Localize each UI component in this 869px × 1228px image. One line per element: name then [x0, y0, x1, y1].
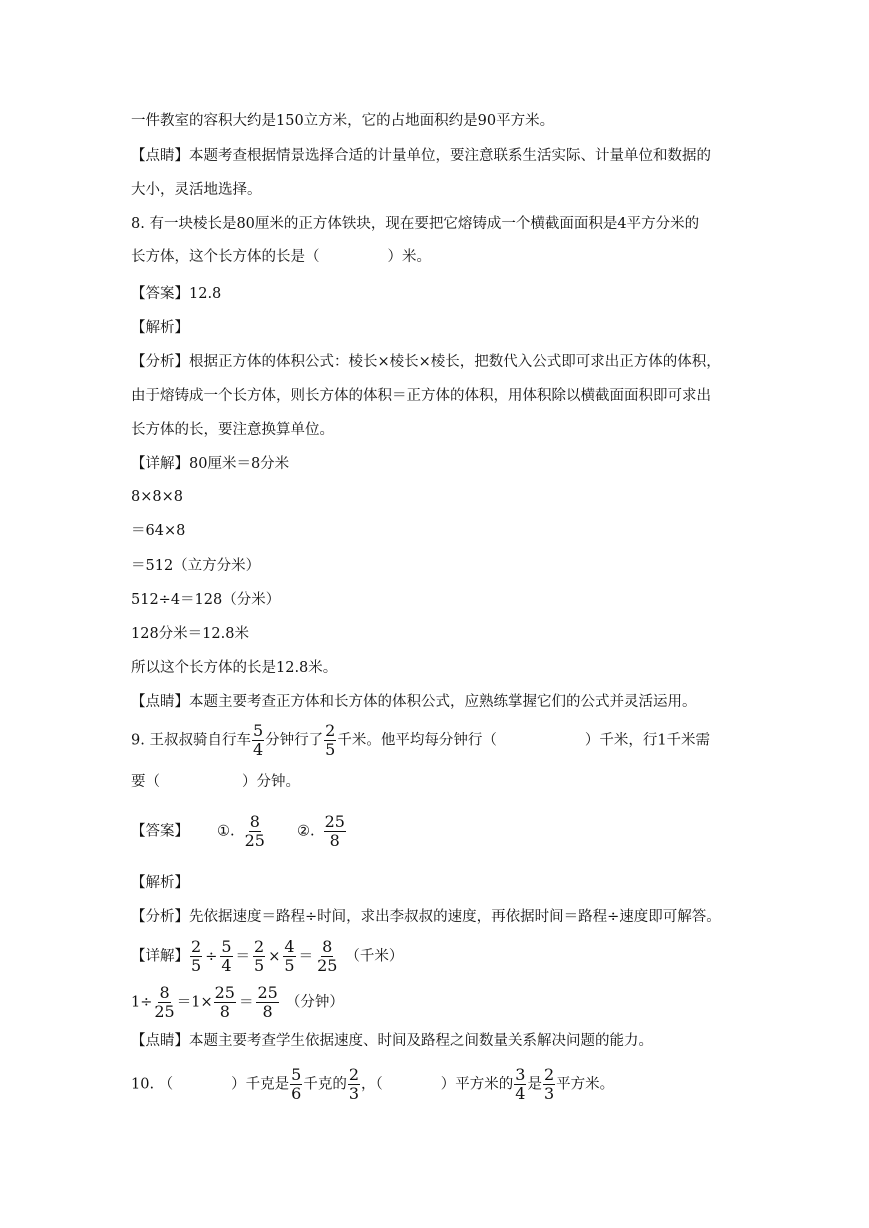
question-8-line-2 — [131, 248, 431, 266]
fraction-25-8: $\frac{25}{8}$ — [257, 983, 278, 1021]
analysis-heading-9: 【解析】 — [131, 875, 189, 891]
calc-conclusion: 所以这个长方体的长是12.8米。 — [131, 660, 338, 676]
analysis-line-2: 由于熔铸成一个长方体，则长方体的体积＝正方体的体积，用体积除以横截面面积即可求出 — [131, 388, 711, 404]
fraction-2-5: $\frac{2}{5}$ — [325, 721, 336, 759]
text-line-volume-example: 一件教室的容积大约是150立方米，它的占地面积约是90平方米。 — [131, 113, 555, 129]
answer-9 — [131, 814, 347, 849]
detail-heading-8: 【详解】80厘米＝8分米 — [131, 456, 290, 472]
fraction-2-3: $\frac{2}{3}$ — [543, 1065, 555, 1103]
answer-marker-1: ①. — [217, 823, 235, 840]
detail-heading-9: 【详解】 — [131, 948, 189, 965]
detail-9-line-1: 【详解】 $\frac{2}{5}$ ÷ $\frac{5}{4}$ ＝ $\frac{2}{5}$ × $\frac{4}{5}$ ＝ $\frac{8}{25}$ （千米） — [131, 937, 404, 975]
answer-8: 【答案】12.8 — [131, 286, 222, 302]
question-8-line-1: 8. 有一块棱长是80厘米的正方体铁块，现在要把它熔铸成一个横截面面积是4平方分米的 — [131, 216, 700, 232]
fraction-8-25: $\frac{8}{25}$ — [154, 983, 175, 1021]
fraction-2-3: $\frac{2}{3}$ — [348, 1065, 360, 1103]
question-8-text-end: ）米。 — [387, 249, 431, 265]
fraction-2-5: $\frac{2}{5}$ — [191, 937, 202, 975]
calc-step-5: 128分米＝12.8米 — [131, 626, 249, 642]
analysis-line-1: 【分析】根据正方体的体积公式：棱长×棱长×棱长，把数代入公式即可求出正方体的体积， — [131, 354, 721, 370]
analysis-heading-8: 【解析】 — [131, 320, 189, 336]
fraction-25-8: $\frac{25}{8}$ — [214, 983, 235, 1021]
question-9-text: 分钟行了 — [265, 732, 324, 749]
calc-step-4: 512÷4＝128（分米） — [131, 592, 281, 608]
fraction-3-4: $\frac{3}{4}$ — [515, 1065, 526, 1103]
calc-step-2: ＝64×8 — [131, 523, 186, 539]
question-9-text: ）千米，行1千米需 — [584, 732, 711, 749]
analysis-line-3: 长方体的长，要注意换算单位。 — [131, 422, 334, 438]
answer-label: 【答案】 — [131, 823, 189, 840]
question-9-line-1 — [131, 723, 710, 758]
fraction-4-5: $\frac{4}{5}$ — [284, 937, 295, 975]
question-9-text: 要（ — [131, 774, 160, 790]
fraction-5-4: $\frac{5}{4}$ — [221, 937, 232, 975]
detail-9-line-2: 1÷ $\frac{8}{25}$ ＝1× $\frac{25}{8}$ ＝ $\frac{25}{8}$ （分钟） — [131, 983, 344, 1021]
question-9-line-2 — [131, 773, 300, 791]
comment-8: 【点睛】本题主要考查正方体和长方体的体积公式，应熟练掌握它们的公式并灵活运用。 — [131, 694, 697, 710]
unit-km: （千米） — [345, 948, 404, 965]
fraction-8-25: $\frac{8}{25}$ — [317, 937, 338, 975]
calc-step-3: ＝512（立方分米） — [131, 558, 261, 574]
fraction-25-8: $\frac{25}{8}$ — [324, 812, 345, 850]
analysis-9: 【分析】先依据速度＝路程÷时间，求出李叔叔的速度，再依据时间＝路程÷速度即可解答。 — [131, 909, 721, 925]
comment-line-2: 大小，灵活地选择。 — [131, 182, 262, 198]
comment-9: 【点睛】本题主要考查学生依据速度、时间及路程之间数量关系解决问题的能力。 — [131, 1033, 653, 1049]
comment-line-1: 【点睛】本题考查根据情景选择合适的计量单位，要注意联系生活实际、计量单位和数据的 — [131, 148, 711, 164]
answer-marker-2: ②. — [296, 823, 315, 840]
fraction-5-6: $\frac{5}{6}$ — [291, 1065, 302, 1103]
fraction-2-5: $\frac{2}{5}$ — [254, 937, 265, 975]
question-8-text: 长方体，这个长方体的长是（ — [131, 249, 320, 265]
question-9-text: 千米。他平均每分钟行（ — [337, 732, 497, 749]
unit-minute: （分钟） — [285, 994, 344, 1011]
calc-step-1: 8×8×8 — [131, 489, 183, 505]
question-10: 10. （ ）千克是 $\frac{5}{6}$ 千克的 $\frac{2}{3}$ ，（ ）平方米的 $\frac{3}{4}$ 是 $\frac{2}{3}$ 平方米。 — [131, 1065, 615, 1103]
fraction-5-4: $\frac{5}{4}$ — [252, 721, 264, 759]
question-9-text: 9. 王叔叔骑自行车 — [131, 732, 251, 749]
fraction-8-25: $\frac{8}{25}$ — [244, 812, 265, 850]
question-9-text-end: ）分钟。 — [242, 774, 300, 790]
